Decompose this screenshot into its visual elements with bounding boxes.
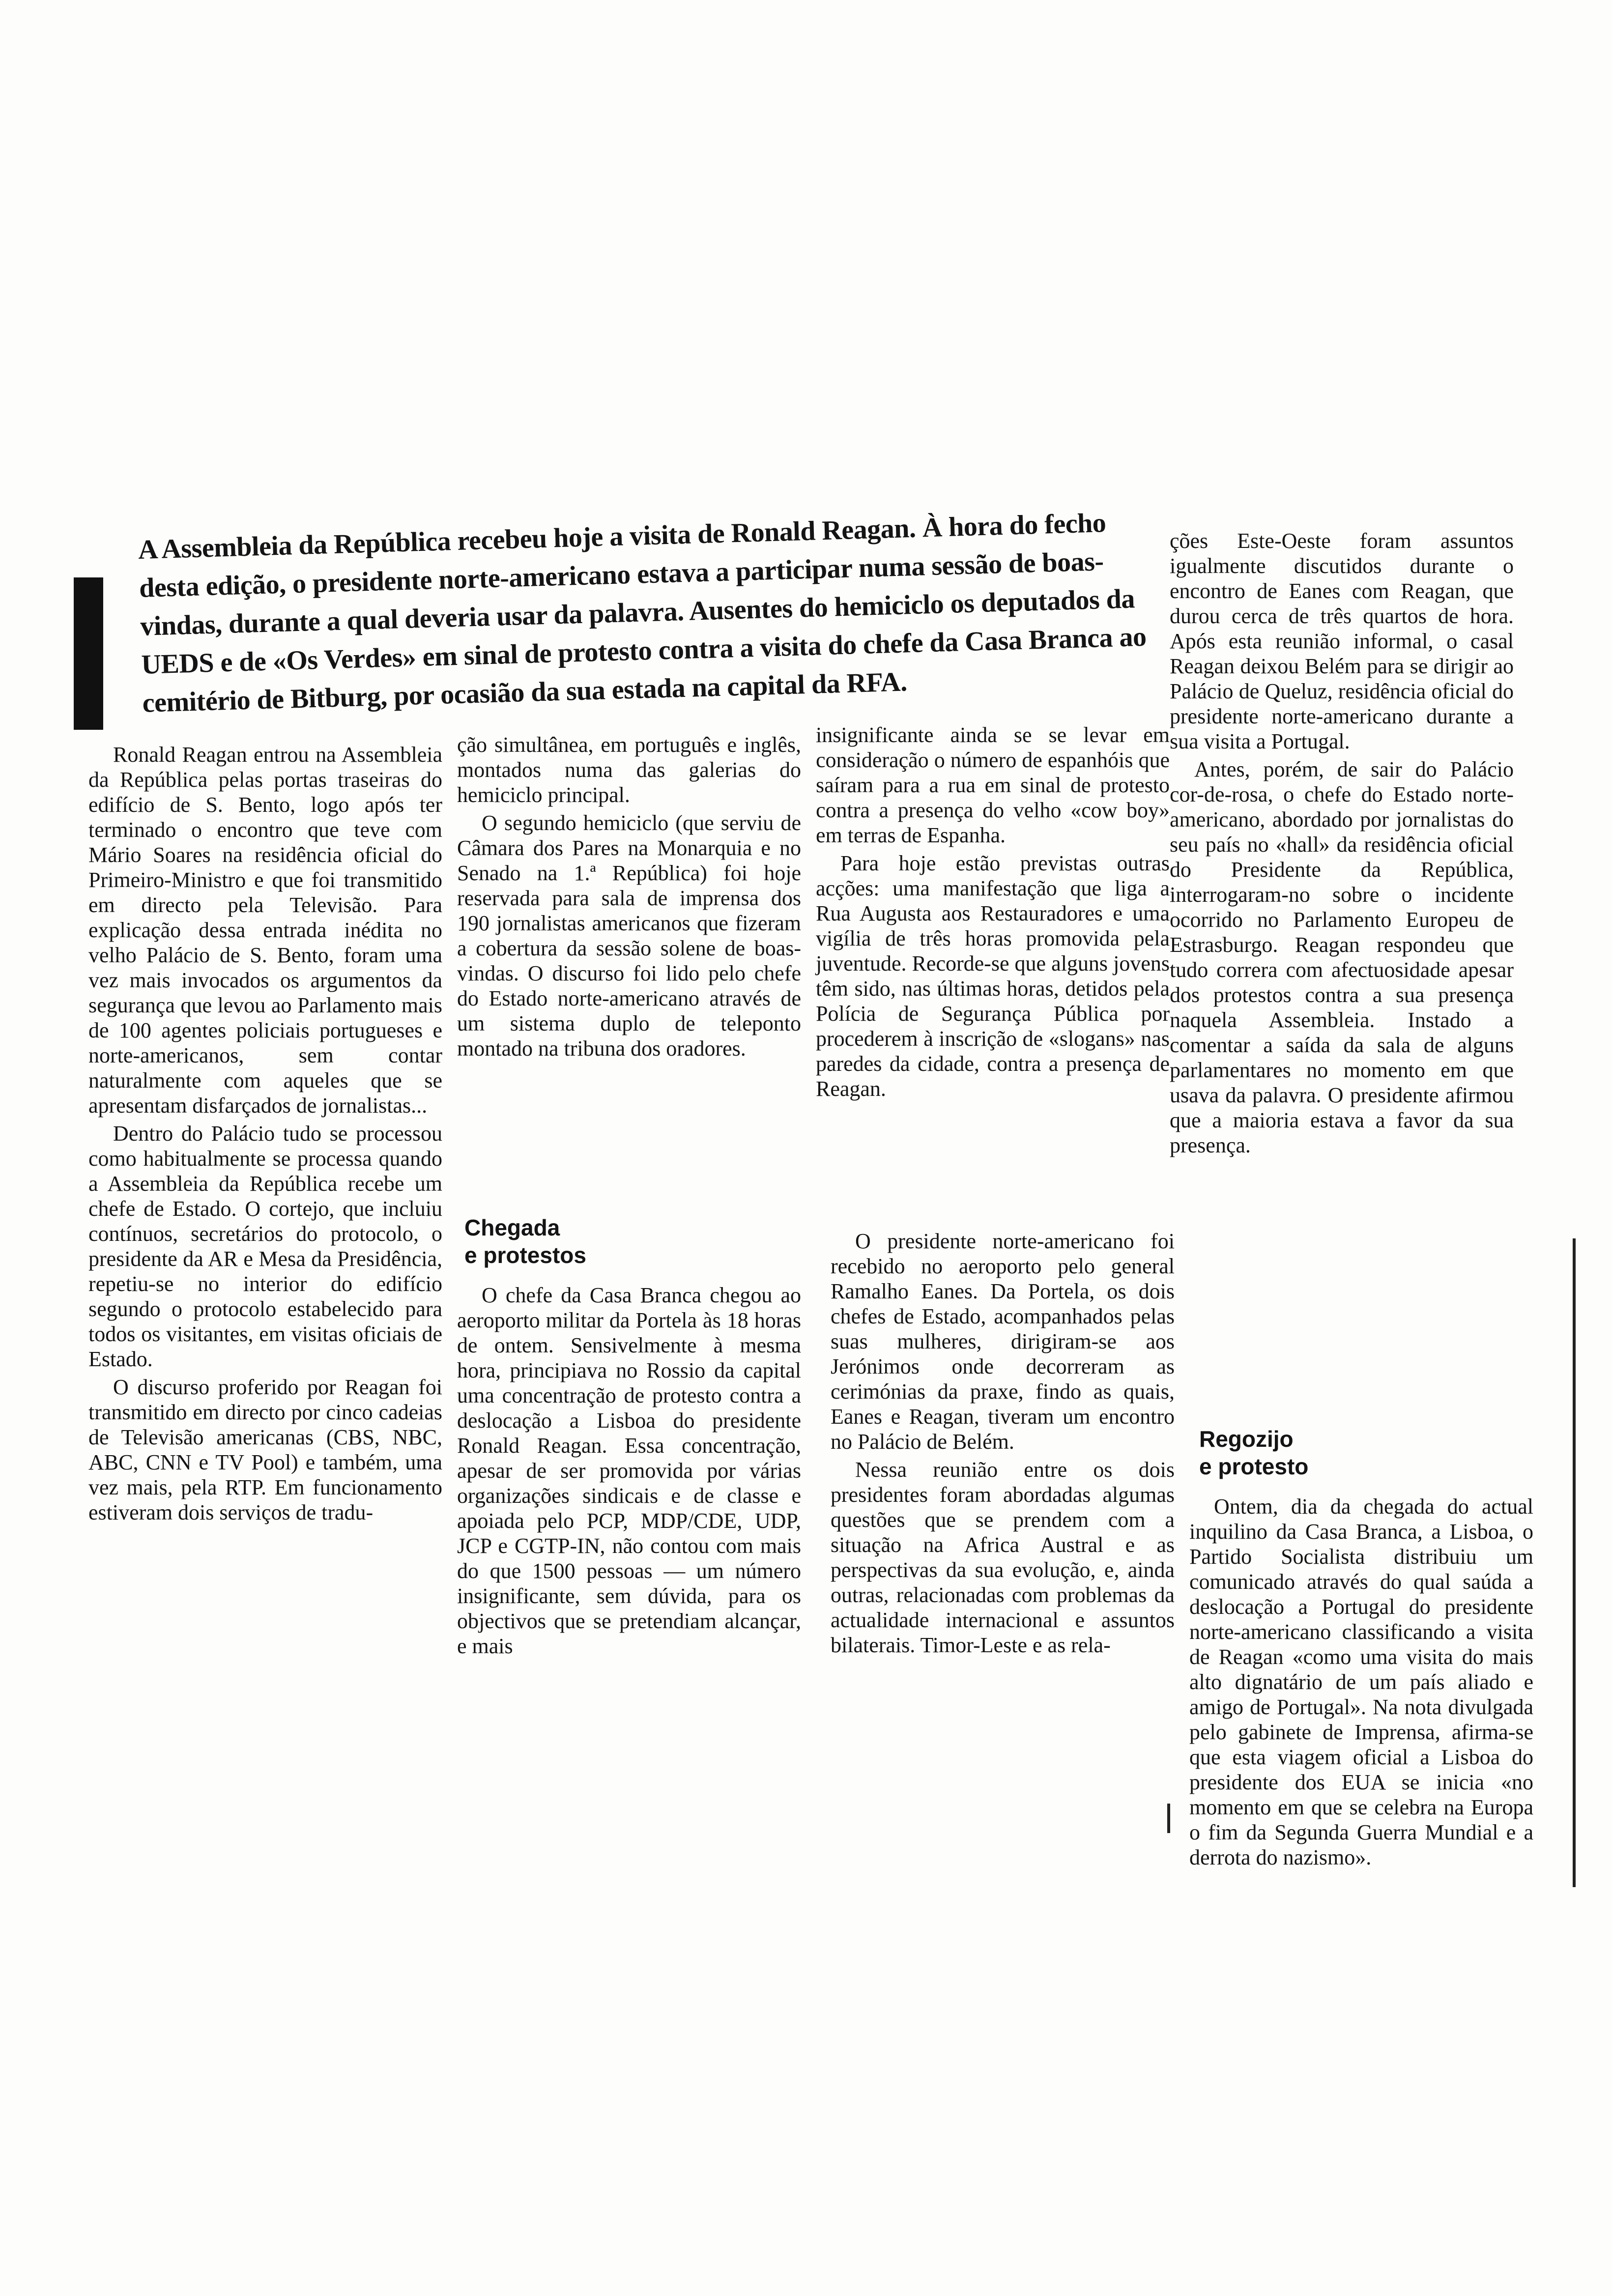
paragraph: Antes, porém, de sair do Palácio cor-de-rosa, o chefe do Estado norte-americano, abordado por jornalistas do seu país no «hall» da residência oficial do Presidente da República, interrogaram-no sobre o incidente ocorrido no Parlamento Europeu de Estrasburgo. Reagan respondeu que tudo correra com afectuosidade apesar dos protestos contra a sua presença naquela Assembleia. Instado a comentar a saída da sala de alguns parlamentares no momento em que usava da palavra. O presidente afirmou que a maioria estava a favor da sua presença.	[1170, 757, 1514, 1157]
subhead-line: e protesto	[1199, 1454, 1309, 1479]
paragraph: O presidente norte-americano foi recebido no aeroporto pelo general Ramalho Eanes. Da Portela, os dois chefes de Estado, acompanhados pelas suas mulheres, dirigiram-se aos Jerónimos onde decorreram as cerimónias da praxe, findo as quais, Eanes e Reagan, tiveram um encontro no Palácio de Belém.	[831, 1229, 1175, 1454]
subhead-regozijo	[1199, 1425, 1494, 1497]
article-column-3	[816, 722, 1170, 1104]
paragraph: Ontem, dia da chegada do actual inquilino da Casa Branca, a Lisboa, o Partido Socialista distribuiu um comunicado através do qual saúda a deslocação a Portugal do presidente norte-americano classificando a visita de Reagan «como uma visita do mais alto dignatário de um país aliado e amigo de Portugal». Na nota divulgada pelo gabinete de Imprensa, afirma-se que esta viagem oficial a Lisboa do presidente dos EUA se inicia «no momento em que se celebra na Europa o fim da Segunda Guerra Mundial e a derrota do nazismo».	[1189, 1494, 1533, 1869]
paragraph: ções Este-Oeste foram assuntos igualmente discutidos durante o encontro de Eanes com Reagan, que durou cerca de três quartos de hora. Após esta reunião informal, o casal Reagan deixou Belém para se dirigir ao Palácio de Queluz, residência oficial do presidente norte-americano durante a sua visita a Portugal.	[1170, 529, 1514, 753]
paragraph: O chefe da Casa Branca chegou ao aeroporto militar da Portela às 18 horas de ontem. Sensivelmente à mesma hora, principiava no Rossio da capital uma concentração de protesto contra a deslocação a Lisboa do presidente Ronald Reagan. Essa concentração, apesar de ser promovida por várias organizações sindicais e de classe e apoiada pelo PCP, MDP/CDE, UDP, JCP e CGTP-IN, não contou com mais do que 1500 pessoas — um número insignificante, sem dúvida, para os objectivos que se pretendiam alcançar, e mais	[457, 1283, 801, 1658]
paragraph: Ronald Reagan entrou na Assembleia da República pelas portas traseiras do edifício de S. Bento, logo após ter terminado o encontro que teve com Mário Soares na residência oficial do Primeiro-Ministro e que foi transmitido em directo pela Televisão. Para explicação dessa entrada inédita no velho Palácio de S. Bento, foram uma vez mais invocados os argumentos da segurança que levou ao Parlamento mais de 100 agentes policiais portugueses e norte-americanos, sem contar naturalmente com aqueles que se apresentam disfarçados de jornalistas...	[88, 743, 442, 1118]
article-column-4-bottom	[1189, 1494, 1533, 1873]
article-column-4	[1170, 528, 1514, 1161]
paragraph: Para hoje estão previstas outras acções: uma manifestação que liga a Rua Augusta aos Restauradores e uma vigília de três horas promovida pela juventude. Recorde-se que alguns jovens têm sido, nas últimas horas, detidos pela Polícia de Segurança Pública por procederem à inscrição de «slogans» nas paredes da cidade, contra a presença de Reagan.	[816, 851, 1170, 1101]
article-column-3-bottom	[831, 1229, 1175, 1661]
paragraph: insignificante ainda se se levar em consideração o número de espanhóis que saíram para a rua em sinal de protesto contra a presença do velho «cow boy» em terras de Espanha.	[816, 723, 1170, 847]
paragraph: ção simultânea, em português e inglês, montados numa das galerias do hemiciclo principal.	[457, 733, 801, 807]
lead-marker-bar	[74, 577, 103, 730]
article-column-2	[457, 732, 801, 1064]
subhead-chegada	[464, 1214, 759, 1286]
article-column-2-bottom	[457, 1283, 801, 1662]
column-rule	[1573, 1238, 1576, 1887]
article-column-1	[88, 742, 442, 1528]
paragraph: O segundo hemiciclo (que serviu de Câmara dos Pares na Monarquia e no Senado na 1.ª República) foi hoje reservada para sala de imprensa dos 190 jornalistas americanos que fizeram a cobertura da sessão solene de boas-vindas. O discurso foi lido pelo chefe do Estado norte-americano através de um sistema duplo de teleponto montado na tribuna dos oradores.	[457, 811, 801, 1061]
scan-mark	[1167, 1804, 1170, 1833]
subhead-line: Regozijo	[1199, 1426, 1294, 1452]
paragraph: Dentro do Palácio tudo se processou como habitualmente se processa quando a Assembleia da República recebe um chefe de Estado. O cortejo, que incluiu contínuos, secretários do protocolo, o presidente da AR e Mesa da Presidência, repetiu-se no interior do edifício segundo o protocolo estabelecido para todos os visitantes, em visitas oficiais de Estado.	[88, 1121, 442, 1371]
article-lead: A Assembleia da República recebeu hoje a visita de Ronald Reagan. À hora do fecho desta edição, o presidente norte-americano estava a participar numa sessão de boas-vindas, durante a qual deveria usar da palavra. Ausentes do hemiciclo os deputados da UEDS e de «Os Verdes» em sinal de protesto contra a visita do chefe da Casa Branca ao cemitério de Bitburg, por ocasião da sua estada na capital da RFA.	[138, 507, 1147, 718]
subhead-line: Chegada	[464, 1215, 560, 1240]
subhead-line: e protestos	[464, 1242, 586, 1268]
paragraph: O discurso proferido por Reagan foi transmitido em directo por cinco cadeias de Televisão americanas (CBS, NBC, ABC, CNN e TV Pool) e também, uma vez mais, pela RTP. Em funcionamento estiveram dois serviços de tradu-	[88, 1375, 442, 1524]
paragraph: Nessa reunião entre os dois presidentes foram abordadas algumas questões que se prendem com a situação na Africa Austral e as perspectivas da sua evolução, e, ainda outras, relacionadas com problemas da actualidade internacional e assuntos bilaterais. Timor-Leste e as rela-	[831, 1458, 1175, 1657]
